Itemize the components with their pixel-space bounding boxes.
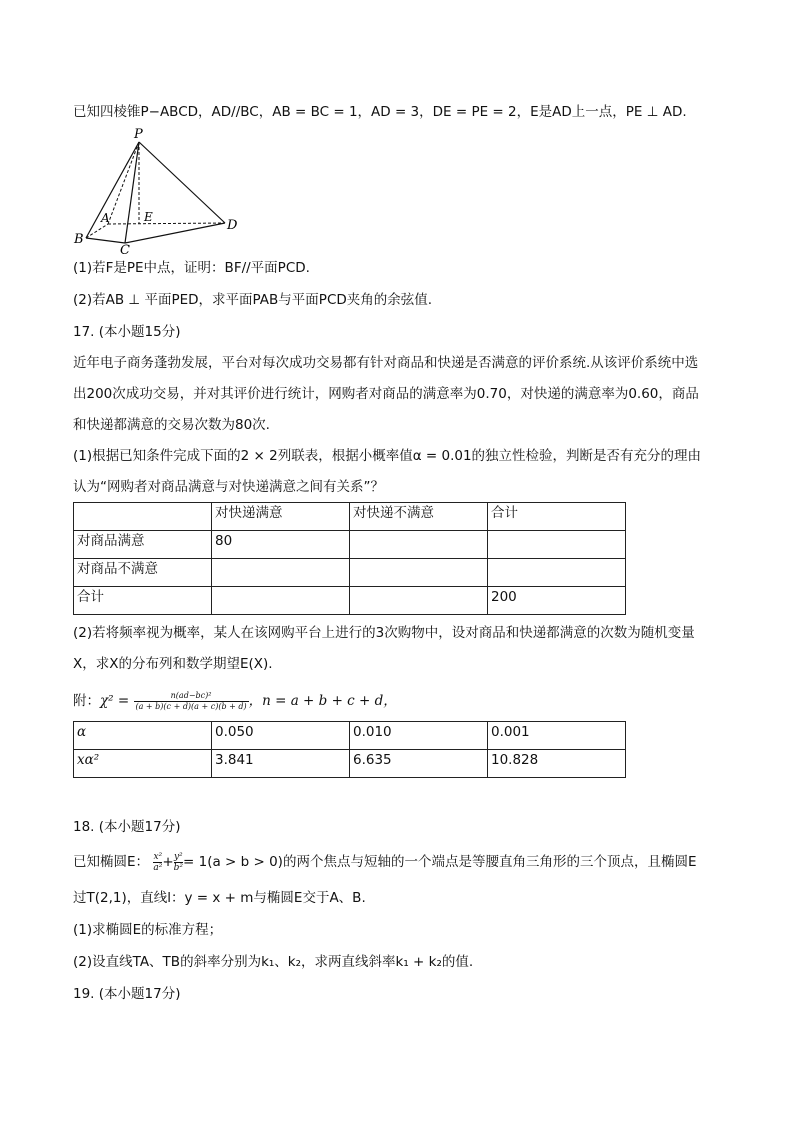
fraction-y-over-b [174,852,183,873]
q17-part1-line1: (1)根据已知条件完成下面的2 × 2列联表，根据小概率值α = 0.01的独立性检验，判断是否有充分的理由 [73,448,702,464]
chi-square-formula [73,686,397,716]
table-cell [488,531,626,559]
appendix-label: 附： [73,693,100,709]
table-cell: 0.001 [488,722,626,750]
q17-part1-line2: 认为“网购者对商品满意与对快递满意之间有关系”？ [73,479,384,495]
pyramid-figure [70,126,250,256]
formula-rest: ，n = a + b + c + d， [248,693,397,709]
table-cell: 合计 [488,503,626,531]
fraction-numerator: y² [173,851,183,862]
table-cell: 200 [488,587,626,615]
table-row [74,587,626,615]
label-C: C [120,243,130,256]
q18-part2: (2)设直线TA、TB的斜率分别为k₁、k₂，求两直线斜率k₁ + k₂的值. [73,954,474,970]
fraction-denominator: b² [173,862,183,873]
label-E: E [144,210,153,224]
table-cell: 对商品不满意 [74,559,212,587]
q17-part2-line2: X，求X的分布列和数学期望E(X). [73,656,273,672]
table-cell: 合计 [74,587,212,615]
critical-value-table [73,721,626,778]
table-cell [488,559,626,587]
table-row [74,503,626,531]
q17-para2: 出200次成功交易，并对其评价进行统计，网购者对商品的满意率为0.70，对快递的满意率为0.60，商品 [73,386,699,402]
fraction-x-over-a [153,852,162,873]
table-cell: 3.841 [212,750,350,778]
q18-header: 18. (本小题17分) [73,819,181,835]
edge-AD [108,223,225,224]
q18-line1-post: = 1(a > b > 0)的两个焦点与短轴的一个端点是等腰直角三角形的三个顶点，且椭圆E [183,854,697,870]
table-cell: 对商品满意 [74,531,212,559]
edge-PB [86,142,139,238]
table-row [74,559,626,587]
edge-PA [108,142,139,224]
label-A: A [101,211,110,225]
table-cell [350,587,488,615]
fraction-denominator: a² [153,862,163,873]
table-cell: α [74,722,212,750]
q18-line1: 已知椭圆E： $\frac{\text{x²}}{\text{a²}}$ + $\frac{\text{y²}}{\text{b²}}$ = 1(a > b > 0)的两个焦点与短轴的一个端点是等腰直角三角形的三个顶点，且椭圆E [73,851,697,873]
table-cell [212,587,350,615]
table-row [74,722,626,750]
q16-intro: 已知四棱锥P−ABCD，AD//BC，AB = BC = 1，AD = 3，DE = PE = 2，E是AD上一点，PE ⊥ AD. [73,104,687,120]
fraction-numerator: x² [153,851,163,862]
table-cell: 80 [212,531,350,559]
q17-para3: 和快递都满意的交易次数为80次. [73,417,270,433]
table-cell: 10.828 [488,750,626,778]
contingency-table [73,502,626,615]
table-row [74,750,626,778]
q17-para1: 近年电子商务蓬勃发展，平台对每次成功交易都有针对商品和快递是否满意的评价系统.从该评价系统中选 [73,355,699,371]
table-row [74,531,626,559]
formula-lhs: χ² = [100,693,130,709]
q18-line1-pre: 已知椭圆E： [73,854,150,870]
label-P: P [134,127,143,142]
q19-header: 19. (本小题17分) [73,986,181,1002]
formula-denominator: (a + b)(c + d)(a + c)(b + d) [135,701,247,711]
q17-header: 17. (本小题15分) [73,324,181,340]
label-B: B [74,232,84,247]
table-cell [350,531,488,559]
table-cell: 对快递满意 [212,503,350,531]
formula-fraction [134,691,249,712]
q17-part2-line1: (2)若将频率视为概率，某人在该网购平台上进行的3次购物中，设对商品和快递都满意的次数为随机变量 [73,625,695,641]
q18-line2: 过T(2,1)，直线l：y = x + m与椭圆E交于A、B. [73,890,366,906]
table-cell [350,559,488,587]
table-cell: 对快递不满意 [350,503,488,531]
label-D: D [227,218,238,233]
table-cell: 0.010 [350,722,488,750]
table-cell: 0.050 [212,722,350,750]
table-cell [212,559,350,587]
q16-part2: (2)若AB ⊥ 平面PED，求平面PAB与平面PCD夹角的余弦值. [73,292,433,308]
table-cell: 6.635 [350,750,488,778]
table-cell: xα² [74,750,212,778]
table-cell [74,503,212,531]
edge-CD [125,223,225,243]
q18-part1: (1)求椭圆E的标准方程； [73,922,223,938]
formula-numerator: n(ad−bc)² [170,690,212,700]
q16-part1: (1)若F是PE中点，证明：BF//平面PCD. [73,260,310,276]
edge-PC [125,142,139,243]
